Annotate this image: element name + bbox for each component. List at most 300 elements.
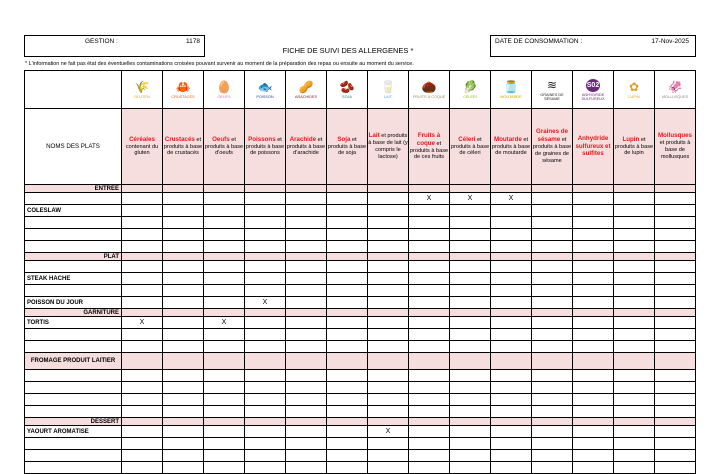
section-label: PLAT [25, 253, 122, 261]
allergen-mark-cell [327, 329, 368, 341]
allergen-mark-cell [122, 261, 163, 273]
allergen-mark-cell [573, 217, 614, 229]
section-cell [122, 418, 163, 426]
allergen-icon-cell [327, 71, 368, 109]
allergen-mark-cell [122, 229, 163, 241]
allergen-icon-label: LUPIN [628, 94, 640, 99]
allergen-header-cell [286, 109, 327, 185]
dish-name [25, 329, 122, 341]
allergen-mark-cell [163, 285, 204, 297]
allergen-mark-cell [450, 217, 491, 229]
allergen-mark-cell [368, 329, 409, 341]
allergen-mark-cell [327, 261, 368, 273]
sesame-icon: ≋ [546, 77, 558, 92]
dish-row [25, 382, 696, 394]
allergen-mark-cell [532, 297, 573, 309]
dish-name [25, 382, 122, 394]
consumption-date-box [490, 35, 696, 57]
allergen-mark-cell [122, 341, 163, 353]
allergen-mark-cell [409, 426, 450, 438]
dish-name: TORTIS [25, 317, 122, 329]
allergen-icon-label: ANHYDRIDE SULFUREUX [581, 92, 605, 101]
icon-row [25, 71, 696, 109]
allergen-mark-cell [491, 273, 532, 285]
allergen-header-cell [532, 109, 573, 185]
section-cell [532, 253, 573, 261]
allergen-mark-cell [655, 341, 696, 353]
section-cell [245, 185, 286, 193]
allergen-mark-cell [368, 341, 409, 353]
dish-row [25, 205, 696, 217]
dish-row [25, 285, 696, 297]
allergen-mark-cell [204, 229, 245, 241]
allergen-mark-cell [409, 329, 450, 341]
allergen-mark-cell [491, 370, 532, 382]
section-cell [491, 309, 532, 317]
section-cell [368, 418, 409, 426]
allergen-mark-cell [450, 394, 491, 406]
allergen-mark-cell [573, 285, 614, 297]
allergen-mark-cell [204, 438, 245, 450]
dish-name [25, 229, 122, 241]
allergen-mark-cell [655, 317, 696, 329]
gestion-label: GESTION : [85, 38, 118, 45]
allergen-mark-cell [532, 382, 573, 394]
fish-icon: 🐟 [257, 79, 273, 94]
dish-name [25, 406, 122, 418]
allergen-description: et produits à base de crustacés [163, 136, 203, 157]
section-cell [450, 185, 491, 193]
allergen-mark-cell [491, 285, 532, 297]
nut-icon: 🌰 [421, 79, 437, 94]
dish-row [25, 406, 696, 418]
section-cell [655, 253, 696, 261]
allergen-name: Poissons [248, 135, 276, 143]
dish-column-header: NOMS DES PLATS [25, 109, 122, 185]
allergen-mark-cell [491, 406, 532, 418]
section-cell [245, 353, 286, 370]
section-row [25, 353, 696, 370]
allergen-mark-cell [327, 394, 368, 406]
allergen-mark-cell [163, 382, 204, 394]
section-cell [368, 353, 409, 370]
allergen-mark-cell [532, 406, 573, 418]
dish-name: YAOURT AROMATISE [25, 426, 122, 438]
allergen-mark-cell [450, 205, 491, 217]
allergen-mark-cell [122, 297, 163, 309]
dish-name [25, 370, 122, 382]
allergen-mark-cell [573, 193, 614, 205]
allergen-mark-cell [573, 317, 614, 329]
allergen-mark-cell [655, 217, 696, 229]
section-cell [204, 418, 245, 426]
allergen-mark-cell [614, 205, 655, 217]
allergen-header-cell [491, 109, 532, 185]
section-cell [122, 253, 163, 261]
allergen-mark-cell [614, 217, 655, 229]
allergen-mark-cell [655, 261, 696, 273]
allergen-mark-cell [614, 450, 655, 462]
allergen-mark-cell [163, 394, 204, 406]
allergen-mark-cell [655, 205, 696, 217]
allergen-mark-cell [286, 341, 327, 353]
allergen-mark-cell [532, 329, 573, 341]
allergen-mark-cell [286, 394, 327, 406]
allergen-description: et produits à base de mollusques [659, 140, 691, 160]
allergen-mark-cell [204, 462, 245, 474]
allergen-icon-label: MOLLUSQUES [661, 94, 689, 99]
allergen-mark-cell: X [122, 317, 163, 329]
allergen-name: Céleri [458, 135, 476, 143]
allergen-mark-cell [532, 205, 573, 217]
allergen-mark-cell [163, 341, 204, 353]
allergen-name: Lupin [622, 135, 640, 143]
allergen-mark-cell [409, 406, 450, 418]
section-cell [491, 353, 532, 370]
allergen-mark-cell [286, 285, 327, 297]
allergen-description: contenant du gluten [125, 143, 159, 157]
allergen-mark-cell [491, 229, 532, 241]
allergen-mark-cell [245, 261, 286, 273]
section-cell [204, 309, 245, 317]
section-cell [163, 353, 204, 370]
allergen-mark-cell [532, 273, 573, 285]
dish-row [25, 273, 696, 285]
section-cell [655, 418, 696, 426]
section-cell [614, 185, 655, 193]
section-cell [245, 418, 286, 426]
allergen-mark-cell [614, 426, 655, 438]
allergen-icon-label: POISSON [256, 94, 274, 99]
allergen-mark-cell: X [450, 193, 491, 205]
allergen-mark-cell [573, 426, 614, 438]
allergen-mark-cell [163, 229, 204, 241]
section-cell [368, 253, 409, 261]
allergen-mark-cell [163, 241, 204, 253]
peanut-icon: 🥜 [298, 79, 314, 94]
allergen-mark-cell [245, 450, 286, 462]
allergen-mark-cell [614, 193, 655, 205]
allergen-mark-cell [532, 341, 573, 353]
allergen-description: et produits à base de graines de sésame [532, 137, 572, 164]
allergen-header-cell [163, 109, 204, 185]
allergen-mark-cell [409, 297, 450, 309]
allergen-description: et produits à base de soja [327, 136, 367, 157]
allergen-mark-cell [204, 450, 245, 462]
allergen-icon-cell [163, 71, 204, 109]
allergen-mark-cell [368, 406, 409, 418]
allergen-mark-cell [286, 241, 327, 253]
allergen-description: et produits à base de ces fruits [409, 140, 449, 161]
allergen-mark-cell [532, 394, 573, 406]
allergen-mark-cell [368, 193, 409, 205]
allergen-mark-cell [286, 382, 327, 394]
section-cell [409, 418, 450, 426]
allergen-icon-cell [122, 71, 163, 109]
section-cell [532, 309, 573, 317]
allergen-mark-cell [655, 329, 696, 341]
section-cell [327, 309, 368, 317]
allergen-mark-cell [245, 205, 286, 217]
section-cell [532, 353, 573, 370]
allergen-header-cell [122, 109, 163, 185]
allergen-mark-cell [204, 261, 245, 273]
allergen-mark-cell [327, 285, 368, 297]
section-cell [573, 253, 614, 261]
allergen-mark-cell [163, 426, 204, 438]
allergen-mark-cell [368, 317, 409, 329]
dish-row [25, 462, 696, 474]
allergen-mark-cell [491, 341, 532, 353]
allergen-icon-label: CÉLERI [463, 94, 477, 99]
allergen-description: et produits à base de lait (y compris le lactose) [368, 133, 408, 160]
allergen-mark-cell [204, 285, 245, 297]
section-cell [573, 418, 614, 426]
allergen-mark-cell [327, 297, 368, 309]
allergen-mark-cell [532, 317, 573, 329]
allergen-mark-cell [573, 370, 614, 382]
allergen-mark-cell [655, 370, 696, 382]
allergen-name: Anhydride sulfureux et sulfites [575, 134, 611, 158]
allergen-mark-cell [655, 382, 696, 394]
allergen-mark-cell [368, 241, 409, 253]
allergen-mark-cell [286, 297, 327, 309]
allergen-icon-label: CRUSTACÉS [171, 94, 195, 99]
allergen-mark-cell [491, 329, 532, 341]
allergen-mark-cell [245, 217, 286, 229]
allergen-header-row [25, 109, 696, 185]
allergen-mark-cell [409, 205, 450, 217]
allergen-mark-cell [368, 394, 409, 406]
section-row [25, 185, 696, 193]
allergen-mark-cell [204, 370, 245, 382]
allergen-mark-cell [532, 217, 573, 229]
section-cell [163, 253, 204, 261]
section-cell [327, 253, 368, 261]
allergen-mark-cell [573, 394, 614, 406]
egg-icon: 🥚 [216, 79, 232, 94]
section-cell [655, 185, 696, 193]
section-cell [204, 185, 245, 193]
dish-row [25, 297, 696, 309]
allergen-mark-cell [204, 193, 245, 205]
section-cell [286, 418, 327, 426]
section-row [25, 309, 696, 317]
allergen-mark-cell [204, 205, 245, 217]
allergen-mark-cell [163, 438, 204, 450]
allergen-mark-cell [327, 193, 368, 205]
section-cell [327, 353, 368, 370]
section-cell [450, 418, 491, 426]
allergen-mark-cell: X [245, 297, 286, 309]
section-cell [163, 309, 204, 317]
allergen-mark-cell [368, 217, 409, 229]
allergen-mark-cell [122, 462, 163, 474]
allergen-mark-cell [491, 297, 532, 309]
allergen-mark-cell [491, 241, 532, 253]
section-cell [409, 253, 450, 261]
section-cell [204, 353, 245, 370]
allergen-mark-cell [163, 462, 204, 474]
allergen-mark-cell [491, 261, 532, 273]
section-cell [122, 309, 163, 317]
consumption-date-value: 17-Nov-2025 [651, 38, 689, 45]
allergen-mark-cell [450, 261, 491, 273]
allergen-header-cell [655, 109, 696, 185]
allergen-mark-cell [368, 370, 409, 382]
allergen-mark-cell [327, 317, 368, 329]
dish-row [25, 394, 696, 406]
allergen-mark-cell [532, 261, 573, 273]
allergen-mark-cell [573, 341, 614, 353]
dish-name [25, 241, 122, 253]
dish-name: COLESLAW [25, 205, 122, 217]
sulphite-icon: S02 [586, 79, 600, 92]
allergen-mark-cell [122, 394, 163, 406]
allergen-name: Lait [368, 132, 380, 140]
allergen-mark-cell [450, 426, 491, 438]
section-cell [491, 418, 532, 426]
allergen-mark-cell [163, 205, 204, 217]
allergen-mark-cell [327, 450, 368, 462]
allergen-mark-cell [122, 370, 163, 382]
allergen-mark-cell [163, 370, 204, 382]
allergen-mark-cell [245, 193, 286, 205]
allergen-name: Graines de sésame [536, 128, 568, 144]
allergen-mark-cell [614, 438, 655, 450]
allergen-mark-cell [204, 382, 245, 394]
section-cell [245, 309, 286, 317]
allergen-mark-cell [614, 241, 655, 253]
allergen-table [24, 70, 696, 474]
allergen-mark-cell [286, 273, 327, 285]
allergen-name: Mollusques [657, 132, 693, 140]
allergen-mark-cell [122, 205, 163, 217]
allergen-mark-cell [368, 261, 409, 273]
allergen-mark-cell [491, 438, 532, 450]
allergen-mark-cell [286, 193, 327, 205]
allergen-mark-cell [655, 450, 696, 462]
allergen-mark-cell [122, 329, 163, 341]
allergen-mark-cell [614, 229, 655, 241]
allergen-mark-cell [573, 297, 614, 309]
allergen-mark-cell [655, 241, 696, 253]
allergen-mark-cell [163, 406, 204, 418]
allergen-mark-cell [245, 370, 286, 382]
allergen-name: Céréales [129, 135, 155, 143]
allergen-mark-cell [450, 438, 491, 450]
allergen-mark-cell [409, 462, 450, 474]
allergen-mark-cell [409, 229, 450, 241]
allergen-mark-cell [163, 273, 204, 285]
allergen-mark-cell [450, 241, 491, 253]
allergen-mark-cell [409, 438, 450, 450]
allergen-mark-cell [409, 370, 450, 382]
allergen-mark-cell [327, 205, 368, 217]
allergen-icon-cell [655, 71, 696, 109]
allergen-mark-cell [245, 394, 286, 406]
dish-row [25, 450, 696, 462]
allergen-mark-cell [614, 406, 655, 418]
section-cell [122, 185, 163, 193]
allergen-icon-label: SOJA [342, 94, 352, 99]
allergen-description: et produits à base de lupin [614, 136, 654, 157]
allergen-description: et produits à base de céleri [450, 136, 490, 157]
allergen-name: Soja [337, 135, 351, 143]
lupin-icon: ✿ [628, 79, 640, 94]
allergen-name: Arachide [289, 135, 317, 143]
gestion-value: 1178 [186, 38, 200, 45]
allergen-mark-cell [491, 462, 532, 474]
allergen-mark-cell [409, 382, 450, 394]
allergen-mark-cell [491, 317, 532, 329]
allergen-mark-cell [122, 382, 163, 394]
allergen-mark-cell [491, 426, 532, 438]
gestion-box [24, 35, 205, 57]
allergen-header-cell [204, 109, 245, 185]
allergen-mark-cell [368, 229, 409, 241]
allergen-icon-cell [532, 71, 573, 109]
section-cell [655, 353, 696, 370]
allergen-mark-cell [327, 229, 368, 241]
allergen-mark-cell [327, 382, 368, 394]
dish-name [25, 261, 122, 273]
dish-name [25, 394, 122, 406]
allergen-mark-cell [122, 273, 163, 285]
allergen-mark-cell [532, 426, 573, 438]
allergen-mark-cell [655, 297, 696, 309]
allergen-mark-cell [614, 394, 655, 406]
allergen-mark-cell [163, 317, 204, 329]
allergen-mark-cell [573, 261, 614, 273]
allergen-mark-cell [204, 241, 245, 253]
dish-name [25, 285, 122, 297]
allergen-mark-cell [163, 329, 204, 341]
allergen-mark-cell [245, 426, 286, 438]
dish-row [25, 241, 696, 253]
section-cell [491, 185, 532, 193]
milk-icon: 🥛 [380, 79, 396, 94]
section-cell [450, 253, 491, 261]
section-row [25, 253, 696, 261]
allergen-mark-cell [450, 297, 491, 309]
section-cell [286, 253, 327, 261]
allergen-mark-cell [450, 329, 491, 341]
allergen-mark-cell [450, 370, 491, 382]
page-title: FICHE DE SUIVI DES ALLERGENES * [282, 46, 414, 55]
section-cell [614, 353, 655, 370]
allergen-mark-cell [122, 426, 163, 438]
section-cell [655, 309, 696, 317]
allergen-mark-cell [286, 205, 327, 217]
dish-row [25, 229, 696, 241]
dish-row [25, 426, 696, 438]
allergen-mark-cell [286, 462, 327, 474]
allergen-icon-cell [573, 71, 614, 109]
allergen-mark-cell [122, 450, 163, 462]
allergen-description: et produits à base de poissons [245, 136, 285, 157]
crab-icon: 🦀 [175, 79, 191, 94]
section-cell [286, 185, 327, 193]
dish-row [25, 193, 696, 205]
allergen-mark-cell [245, 317, 286, 329]
allergen-mark-cell [614, 462, 655, 474]
dish-name [25, 438, 122, 450]
allergen-header-cell [409, 109, 450, 185]
allergen-icon-label: OEUFS [217, 94, 231, 99]
section-label: DESSERT [25, 418, 122, 426]
allergen-header-cell [368, 109, 409, 185]
